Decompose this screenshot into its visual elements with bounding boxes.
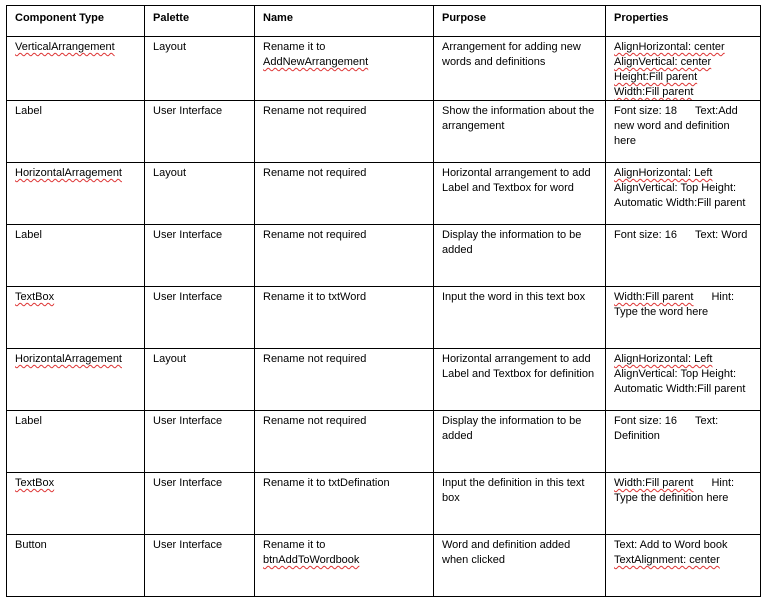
cell-name: Rename not required	[255, 225, 434, 287]
cell-purpose: Show the information about the arrangement	[434, 101, 606, 163]
cell-palette: User Interface	[145, 101, 255, 163]
cell-properties: Font size: 18 Text:Add new word and definition here	[606, 101, 761, 163]
cell-properties: Width:Fill parent Hint: Type the word here	[606, 287, 761, 349]
cell-palette: User Interface	[145, 287, 255, 349]
cell-component-type: Button	[7, 535, 145, 597]
cell-name: Rename it to txtDefination	[255, 473, 434, 535]
cell-name: Rename it to AddNewArrangement	[255, 37, 434, 101]
table-row	[7, 411, 761, 473]
cell-properties: Font size: 16 Text: Definition	[606, 411, 761, 473]
table-row	[7, 349, 761, 411]
cell-component-type: VerticalArrangement	[7, 37, 145, 101]
table-row	[7, 163, 761, 225]
table-row	[7, 225, 761, 287]
cell-component-type: HorizontalArragement	[7, 349, 145, 411]
cell-purpose: Horizontal arrangement to add Label and Textbox for word	[434, 163, 606, 225]
component-table	[6, 5, 761, 597]
cell-name: Rename not required	[255, 349, 434, 411]
cell-purpose: Input the definition in this text box	[434, 473, 606, 535]
cell-palette: Layout	[145, 163, 255, 225]
header-name: Name	[255, 6, 434, 37]
cell-properties: AlignHorizontal: center AlignVertical: center Height:Fill parent Width:Fill parent	[606, 37, 761, 101]
cell-properties: Text: Add to Word book TextAlignment: center	[606, 535, 761, 597]
cell-name: Rename it to txtWord	[255, 287, 434, 349]
cell-palette: User Interface	[145, 535, 255, 597]
cell-palette: User Interface	[145, 225, 255, 287]
cell-purpose: Input the word in this text box	[434, 287, 606, 349]
cell-purpose: Horizontal arrangement to add Label and Textbox for definition	[434, 349, 606, 411]
cell-purpose: Arrangement for adding new words and definitions	[434, 37, 606, 101]
cell-name: Rename not required	[255, 163, 434, 225]
cell-component-type: TextBox	[7, 473, 145, 535]
table-row	[7, 535, 761, 597]
table-row	[7, 37, 761, 101]
cell-properties: Width:Fill parent Hint: Type the definition here	[606, 473, 761, 535]
cell-palette: Layout	[145, 37, 255, 101]
cell-palette: Layout	[145, 349, 255, 411]
cell-properties: AlignHorizontal: Left AlignVertical: Top Height: Automatic Width:Fill parent	[606, 349, 761, 411]
cell-purpose: Display the information to be added	[434, 225, 606, 287]
cell-name: Rename not required	[255, 411, 434, 473]
cell-component-type: Label	[7, 225, 145, 287]
header-purpose: Purpose	[434, 6, 606, 37]
header-palette: Palette	[145, 6, 255, 37]
cell-component-type: TextBox	[7, 287, 145, 349]
table-row	[7, 287, 761, 349]
header-row	[7, 6, 761, 37]
cell-palette: User Interface	[145, 411, 255, 473]
header-component-type: Component Type	[7, 6, 145, 37]
table-row	[7, 101, 761, 163]
header-properties: Properties	[606, 6, 761, 37]
cell-purpose: Display the information to be added	[434, 411, 606, 473]
cell-purpose: Word and definition added when clicked	[434, 535, 606, 597]
cell-component-type: Label	[7, 101, 145, 163]
cell-component-type: HorizontalArragement	[7, 163, 145, 225]
cell-name: Rename not required	[255, 101, 434, 163]
cell-palette: User Interface	[145, 473, 255, 535]
cell-component-type: Label	[7, 411, 145, 473]
cell-properties: AlignHorizontal: Left AlignVertical: Top Height: Automatic Width:Fill parent	[606, 163, 761, 225]
table-row	[7, 473, 761, 535]
cell-properties: Font size: 16 Text: Word	[606, 225, 761, 287]
cell-name: Rename it to btnAddToWordbook	[255, 535, 434, 597]
